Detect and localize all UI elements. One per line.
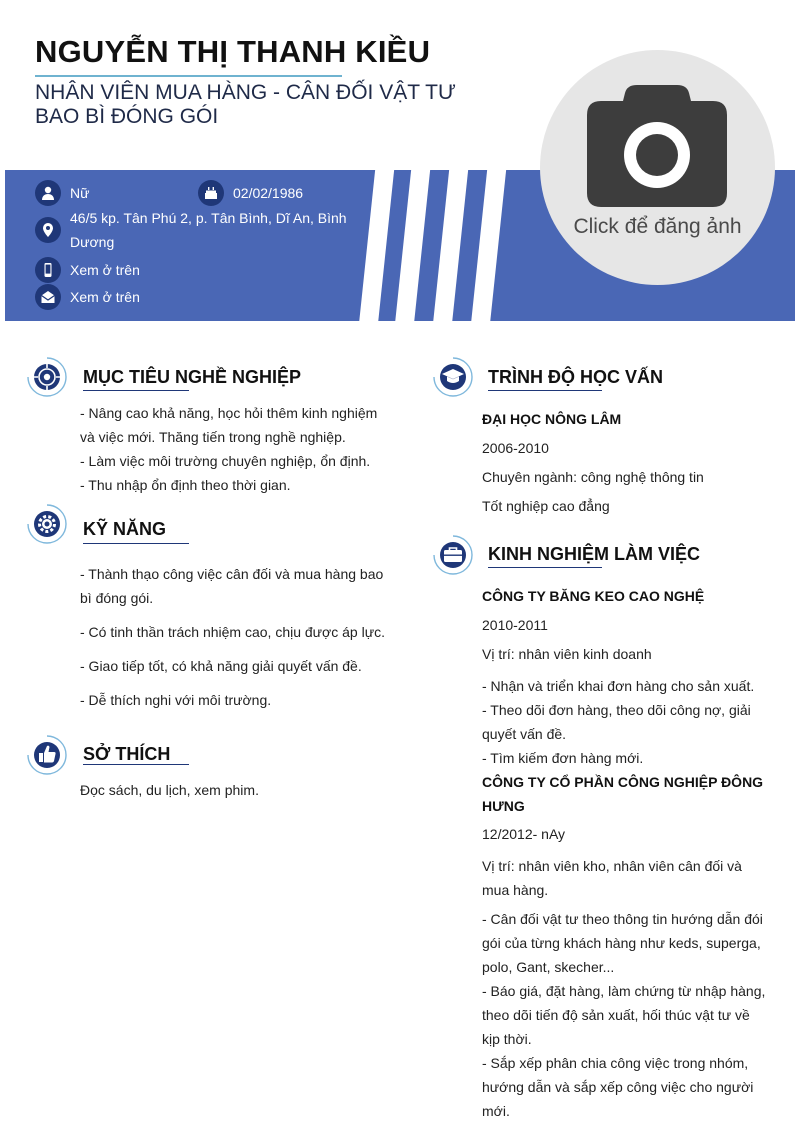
phone-icon — [35, 257, 61, 283]
name-divider — [35, 75, 342, 77]
photo-upload-label[interactable]: Click để đăng ảnh — [573, 215, 742, 238]
objective-line: - Thu nhập ổn định theo thời gian. — [80, 477, 291, 493]
objective-title-underline — [83, 390, 189, 391]
education-text — [482, 405, 772, 521]
education-major: Chuyên ngành: công nghệ thông tin — [482, 469, 704, 485]
thumbs-up-icon — [27, 735, 67, 775]
education-school: ĐẠI HỌC NÔNG LÂM — [482, 411, 622, 427]
job-duty-line: - Nhận và triển khai đơn hàng cho sản xuất. — [482, 678, 755, 694]
target-icon — [27, 357, 67, 397]
education-title: TRÌNH ĐỘ HỌC VẤN — [488, 367, 663, 387]
location-pin-icon — [35, 217, 61, 243]
decorative-stripe — [432, 170, 469, 321]
hobbies-title-underline — [83, 764, 189, 765]
job-company: HƯNG — [482, 798, 525, 814]
job-years: 12/2012- nAy — [482, 826, 566, 842]
job-company: CÔNG TY BĂNG KEO CAO NGHỆ — [482, 588, 705, 604]
job-title-line: BAO BÌ ĐÓNG GÓI — [35, 105, 219, 128]
job-position: Vị trí: nhân viên kinh doanh — [482, 646, 652, 662]
objective-line: - Nâng cao khả năng, học hỏi thêm kinh nghiệm — [80, 405, 378, 421]
education-degree: Tốt nghiệp cao đẳng — [482, 498, 610, 514]
envelope-icon — [35, 284, 61, 310]
address-line: 46/5 kp. Tân Phú 2, p. Tân Bình, Dĩ An, Bình — [70, 210, 347, 226]
job-duty-line: mới. — [482, 1103, 510, 1119]
cake-icon — [198, 180, 224, 206]
experience-title-underline — [488, 567, 602, 568]
job-duty-line: kịp thời. — [482, 1031, 532, 1047]
email-row — [35, 284, 140, 310]
job-duty-line: quyết vấn đề. — [482, 726, 567, 742]
photo-upload-placeholder[interactable] — [540, 50, 775, 285]
skill-line: - Dễ thích nghi với môi trường. — [80, 692, 272, 708]
gear-icon — [27, 504, 67, 544]
gender-value: Nữ — [70, 185, 90, 201]
address-row — [35, 206, 370, 254]
candidate-name: NGUYỄN THỊ THANH KIỀU — [35, 34, 431, 69]
job-duty-line: polo, Gant, skecher... — [482, 959, 615, 975]
email-value: Xem ở trên — [70, 289, 140, 305]
hobbies-text: Đọc sách, du lịch, xem phim. — [80, 782, 259, 798]
job-title — [35, 81, 505, 129]
experience-job-2 — [482, 770, 777, 1123]
briefcase-icon — [433, 535, 473, 575]
birthday-row — [198, 180, 303, 206]
graduation-cap-icon — [433, 357, 473, 397]
job-duty-line: hướng dẫn và sắp xếp công việc cho người — [482, 1079, 754, 1095]
address-line: Dương — [70, 234, 115, 250]
objective-line: - Làm việc môi trường chuyên nghiệp, ổn định. — [80, 453, 371, 469]
job-duty-line: - Báo giá, đặt hàng, làm chứng từ nhập hàng, — [482, 983, 766, 999]
objective-line: và việc mới. Thăng tiến trong nghề nghiệp. — [80, 429, 346, 445]
skill-line: - Giao tiếp tốt, có khả năng giải quyết vấn đề. — [80, 658, 362, 674]
job-company: CÔNG TY CỔ PHẦN CÔNG NGHIỆP ĐÔNG — [482, 774, 764, 790]
job-duty-line: theo dõi tiến độ sản xuất, hối thúc vật tư về — [482, 1007, 750, 1023]
birthday-value: 02/02/1986 — [233, 185, 304, 201]
skills-title: KỸ NĂNG — [83, 519, 167, 539]
job-duty-line: gói của từng khách hàng như keds, superga, — [482, 935, 761, 951]
hobbies-title: SỞ THÍCH — [83, 744, 171, 764]
experience-job-1 — [482, 582, 777, 770]
user-icon — [35, 180, 61, 206]
decorative-stripe — [470, 170, 507, 321]
decorative-stripe — [394, 170, 431, 321]
phone-value: Xem ở trên — [70, 262, 140, 278]
skill-line: - Có tinh thần trách nhiệm cao, chịu được áp lực. — [80, 624, 385, 640]
skills-text — [80, 562, 400, 712]
education-years: 2006-2010 — [482, 440, 549, 456]
gender-row — [35, 180, 89, 206]
job-duty-line: - Sắp xếp phân chia công việc trong nhóm, — [482, 1055, 749, 1071]
skill-line: bì đóng gói. — [80, 590, 154, 606]
skills-title-underline — [83, 543, 189, 544]
skill-line: - Thành thạo công việc cân đối và mua hàng bao — [80, 566, 384, 582]
objective-text — [80, 401, 400, 497]
job-position: Vị trí: nhân viên kho, nhân viên cân đối và — [482, 858, 742, 874]
job-duty-line: - Tìm kiếm đơn hàng mới. — [482, 750, 644, 766]
job-duty-line: - Theo dõi đơn hàng, theo dõi công nợ, giải — [482, 702, 751, 718]
job-years: 2010-2011 — [482, 617, 548, 633]
job-title-line: NHÂN VIÊN MUA HÀNG - CÂN ĐỐI VẬT TƯ — [35, 81, 456, 104]
job-position: mua hàng. — [482, 882, 549, 898]
objective-title: MỤC TIÊU NGHỀ NGHIỆP — [83, 367, 302, 387]
education-title-underline — [488, 390, 602, 391]
experience-title: KINH NGHIỆM LÀM VIỆC — [488, 544, 701, 564]
phone-row — [35, 257, 140, 283]
address-value — [70, 206, 370, 254]
job-duty-line: - Cân đối vật tư theo thông tin hướng dẫn đói — [482, 911, 763, 927]
camera-icon — [587, 85, 727, 207]
